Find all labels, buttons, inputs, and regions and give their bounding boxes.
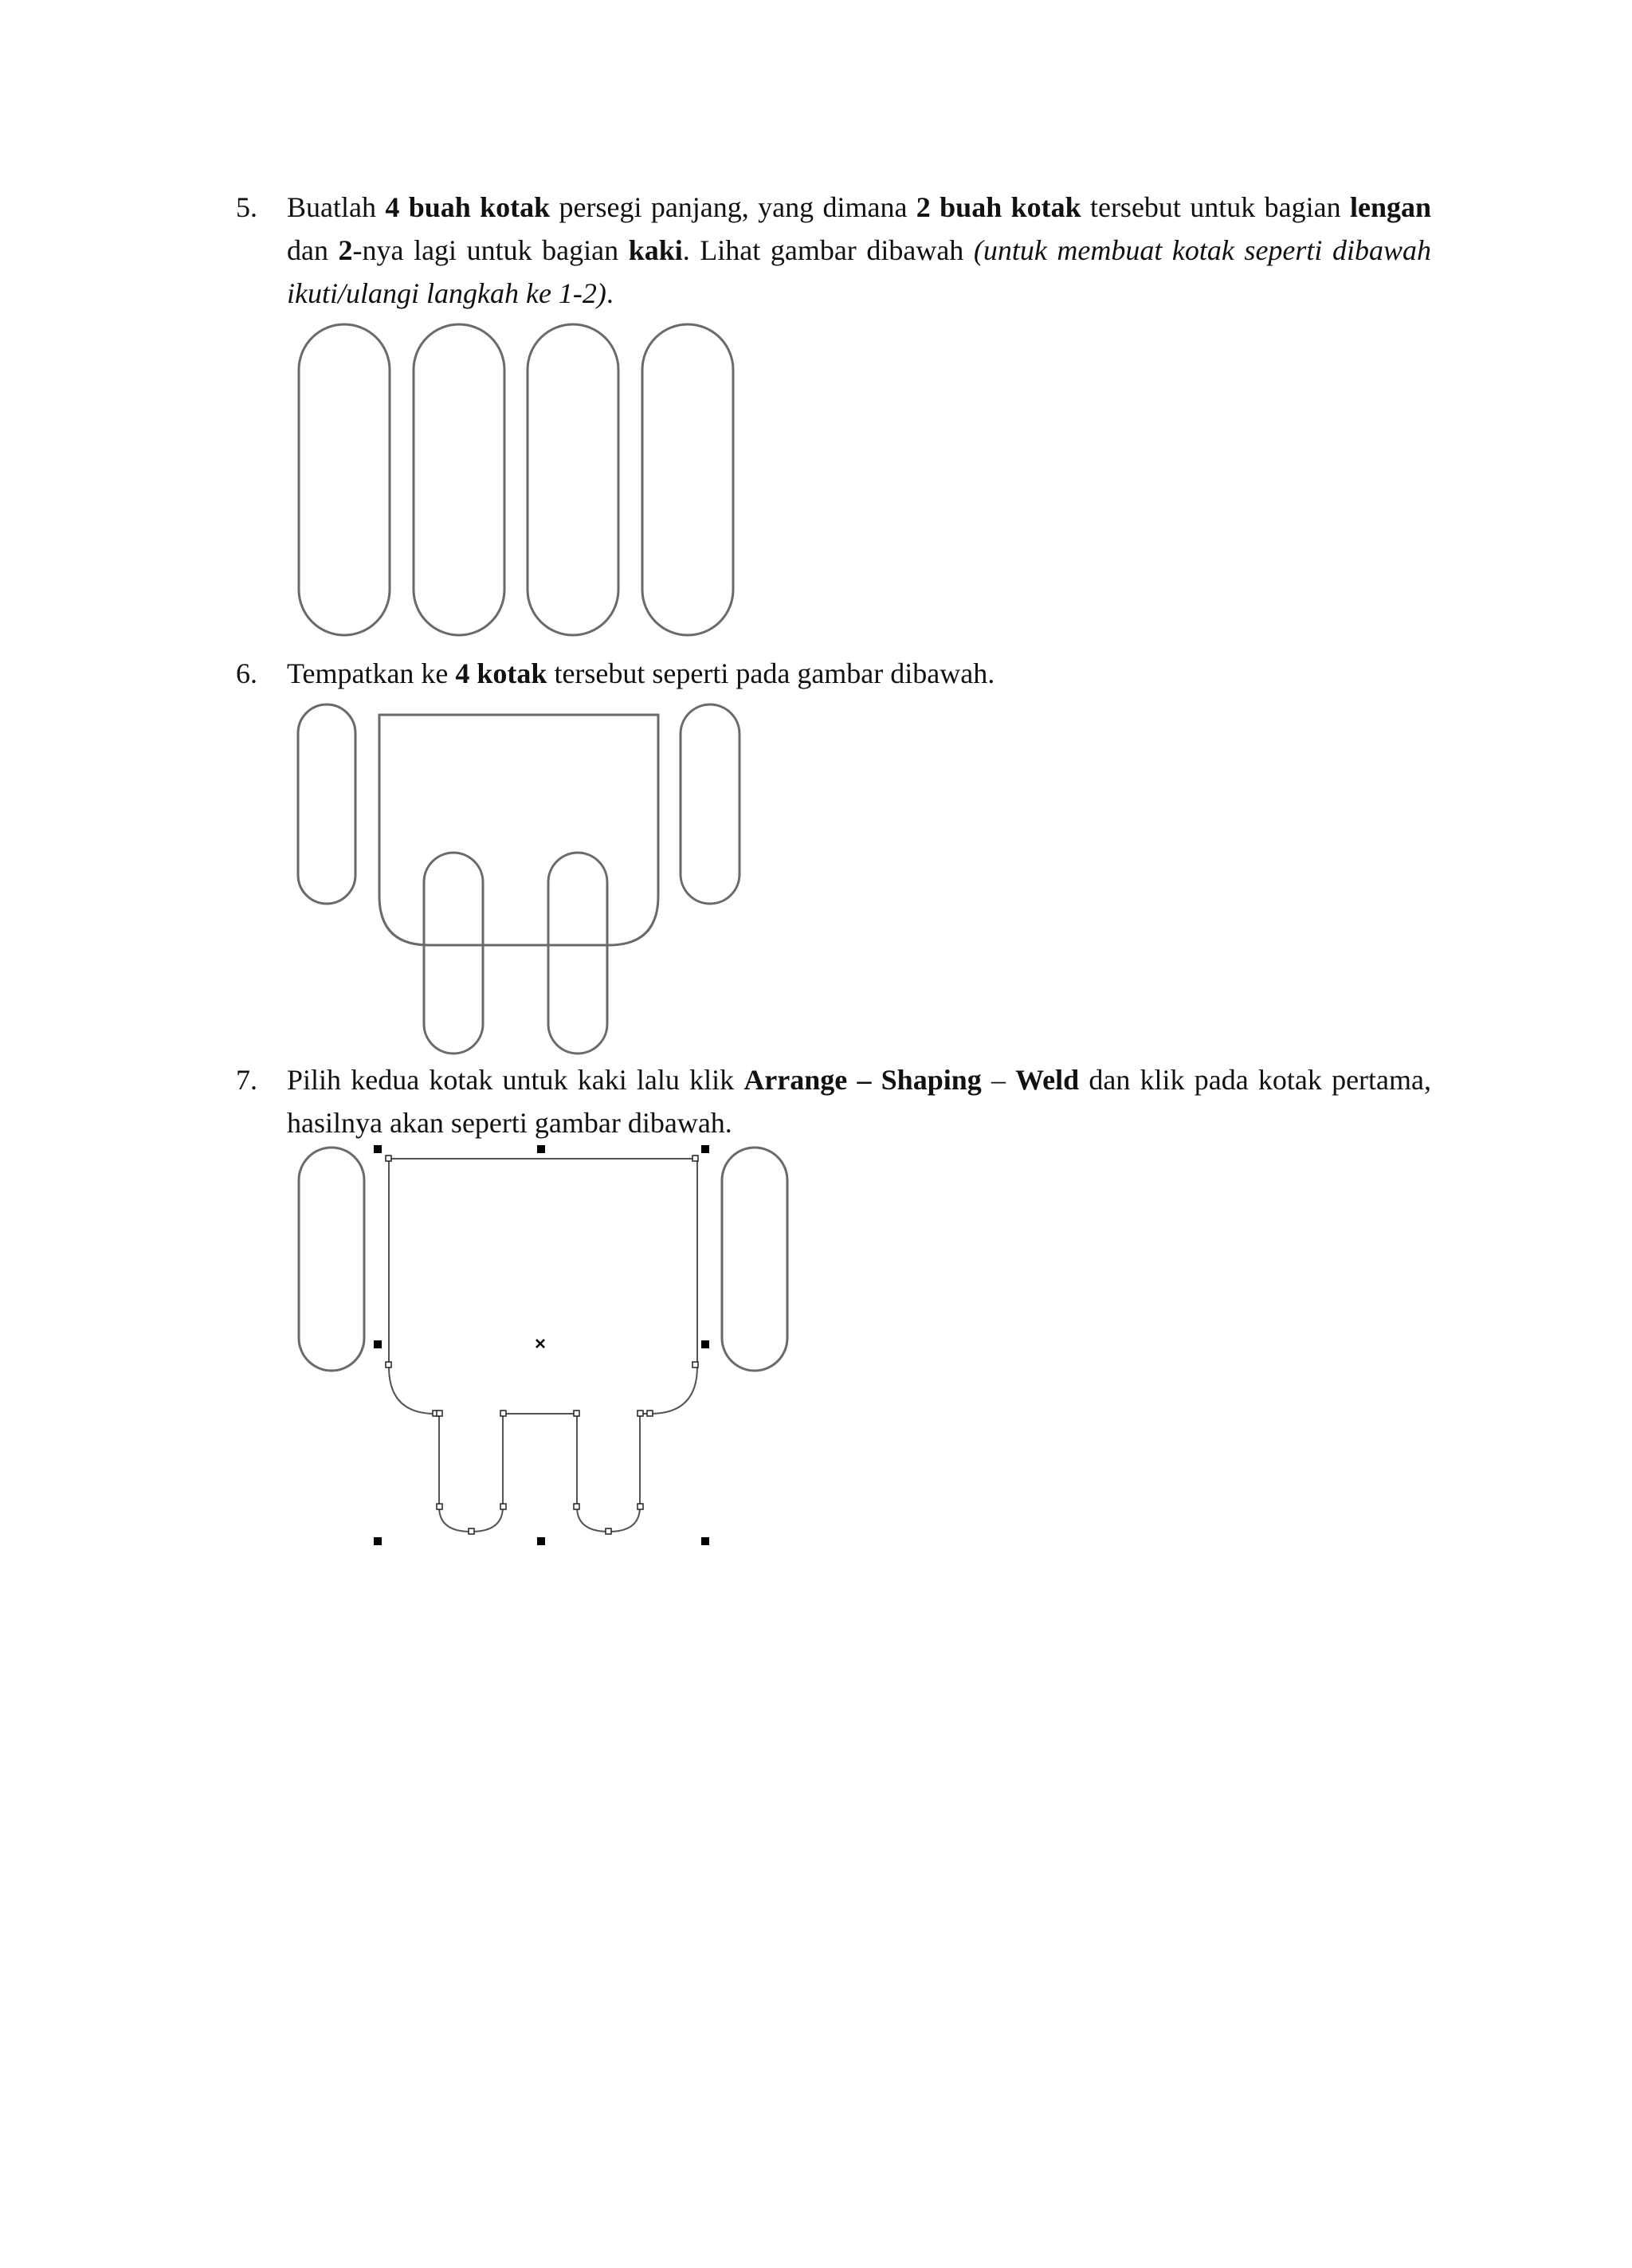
path-node[interactable] <box>638 1504 643 1509</box>
text-run: – <box>981 1064 1016 1096</box>
text-run: 2 <box>338 234 353 266</box>
text-run: Weld <box>1015 1064 1080 1096</box>
path-node[interactable] <box>638 1411 643 1416</box>
right-arm-rect <box>722 1148 787 1371</box>
body-rect <box>379 715 658 945</box>
selection-handle[interactable] <box>374 1537 382 1545</box>
path-node[interactable] <box>500 1411 506 1416</box>
text-run: . <box>606 277 614 309</box>
right-leg-rect <box>548 853 607 1054</box>
text-run: (untuk membuat kotak seperti dibawah ikuti/ulangi langkah ke 1-2) <box>287 234 1431 309</box>
right-arm-rect <box>681 704 740 904</box>
path-node[interactable] <box>574 1411 579 1416</box>
path-node[interactable] <box>469 1528 474 1534</box>
rounded-rect <box>528 324 618 635</box>
text-run: lengan <box>1349 191 1431 223</box>
path-node[interactable] <box>437 1411 442 1416</box>
text-run: Buatlah <box>287 191 386 223</box>
step-number: 5. <box>236 191 257 223</box>
rounded-rect <box>414 324 504 635</box>
text-run: persegi panjang, yang dimana <box>550 191 916 223</box>
text-run: Pilih kedua kotak untuk kaki lalu klik <box>287 1064 744 1096</box>
path-node[interactable] <box>692 1156 698 1161</box>
text-run: 2 buah kotak <box>916 191 1081 223</box>
figure-four-rectangles <box>299 324 733 635</box>
selection-handle[interactable] <box>701 1340 709 1348</box>
text-run: 4 buah kotak <box>385 191 551 223</box>
rounded-rect <box>299 324 390 635</box>
text-run: . Lihat gambar dibawah <box>682 234 974 266</box>
selection-handle[interactable] <box>537 1537 545 1545</box>
text-run: Arrange – Shaping <box>743 1064 982 1096</box>
selection-handle[interactable] <box>537 1145 545 1153</box>
path-node[interactable] <box>647 1411 653 1416</box>
text-run: dan klik pada kotak pertama, hasilnya akan seperti gambar dibawah. <box>287 1064 1432 1139</box>
path-node[interactable] <box>437 1504 442 1509</box>
selection-handle[interactable] <box>701 1145 709 1153</box>
figure-arranged-shapes <box>298 704 740 1054</box>
step-number: 7. <box>236 1064 257 1096</box>
text-run: 4 kotak <box>455 657 547 689</box>
text-run: tersebut seperti pada gambar dibawah. <box>547 657 995 689</box>
path-node[interactable] <box>692 1362 698 1367</box>
selection-handle[interactable] <box>701 1537 709 1545</box>
text-run: Tempatkan ke <box>287 657 456 689</box>
text-run: tersebut untuk bagian <box>1081 191 1350 223</box>
text-run: kaki <box>628 234 683 266</box>
rounded-rect <box>642 324 733 635</box>
left-arm-rect <box>299 1148 364 1371</box>
figure-welded-result <box>299 1145 787 1545</box>
selection-handle[interactable] <box>374 1340 382 1348</box>
left-leg-rect <box>424 853 483 1054</box>
path-node[interactable] <box>606 1528 611 1534</box>
step-number: 6. <box>236 657 257 689</box>
path-node[interactable] <box>386 1362 391 1367</box>
selection-handle[interactable] <box>374 1145 382 1153</box>
path-node[interactable] <box>500 1504 506 1509</box>
left-arm-rect <box>298 704 355 904</box>
text-run: dan <box>287 234 339 266</box>
center-x-icon <box>536 1340 544 1348</box>
path-node[interactable] <box>386 1156 391 1161</box>
text-run: -nya lagi untuk bagian <box>352 234 629 266</box>
path-node[interactable] <box>574 1504 579 1509</box>
